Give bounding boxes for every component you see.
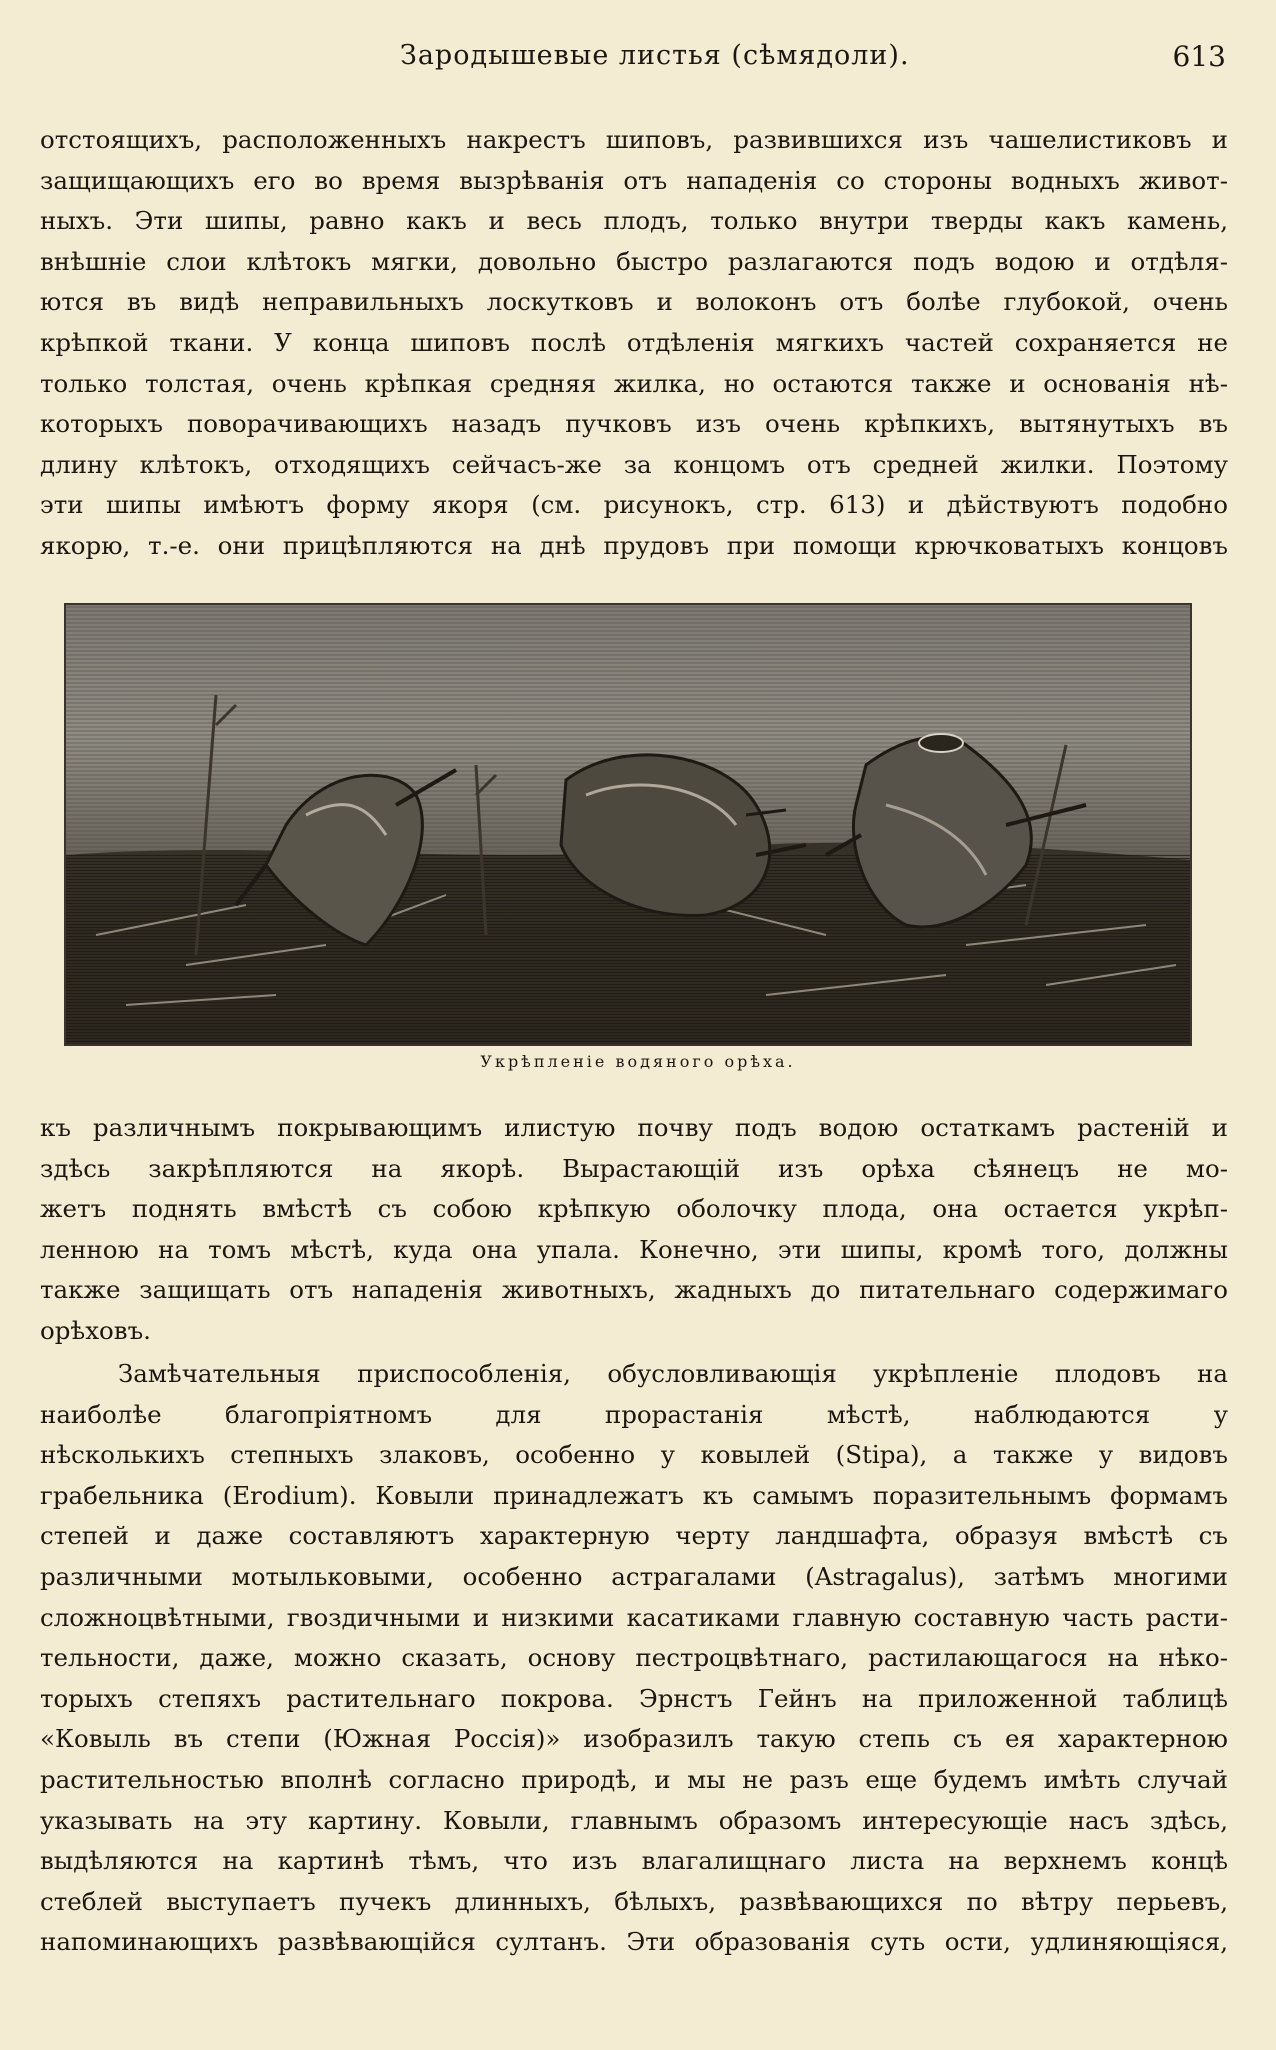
running-header <box>40 40 1226 80</box>
text-line: грабельника (Erodium). Ковыли принадлежатъ къ самымъ поразительнымъ формамъ <box>40 1480 1228 1510</box>
text-line: выдѣляются на картинѣ тѣмъ, что изъ влагалищнаго листа на верхнемъ концѣ <box>40 1846 1228 1876</box>
text-line: къ различнымъ покрывающимъ илистую почву подъ водою остаткамъ растеній и <box>40 1113 1228 1142</box>
text-line: внѣшніе слои клѣтокъ мягки, довольно быстро разлагаются подъ водою и отдѣля- <box>40 246 1228 276</box>
text-line: нѣсколькихъ степныхъ злаковъ, особенно у ковылей (Stipa), а также у видовъ <box>40 1440 1228 1470</box>
text-line: «Ковыль въ степи (Южная Россія)» изобразилъ такую степь съ ея характерною <box>40 1724 1228 1754</box>
text-line: также защищать отъ нападенія животныхъ, жадныхъ до питательнаго содержимаго <box>40 1275 1228 1305</box>
text-line: ленною на томъ мѣстѣ, куда она упала. Конечно, эти шипы, кромѣ того, должны <box>40 1234 1228 1264</box>
text-line: эти шипы имѣютъ форму якоря (см. рисунокъ, стр. 613) и дѣйствуютъ подобно <box>40 490 1228 520</box>
text-line: наиболѣе благопріятномъ для прорастанія мѣстѣ, наблюдаются у <box>40 1399 1228 1429</box>
engraving-illustration <box>66 605 1190 1044</box>
text-line: орѣховъ. <box>40 1315 151 1345</box>
text-line: ются въ видѣ неправильныхъ лоскутковъ и волоконъ отъ болѣе глубокой, очень <box>40 287 1228 317</box>
text-line: стеблей выступаетъ пучекъ длинныхъ, бѣлыхъ, развѣвающихся по вѣтру перьевъ, <box>40 1886 1228 1916</box>
paragraph-2 <box>40 1108 1228 1352</box>
text-line: сложноцвѣтными, гвоздичными и низкими касатиками главную составную часть расти- <box>40 1602 1228 1632</box>
engraving-water-chestnut-figure <box>64 603 1192 1046</box>
text-line: только толстая, очень крѣпкая средняя жилка, но остаются также и основанія нѣ- <box>40 368 1228 398</box>
text-line: защищающихъ его во время вызрѣванія отъ нападенія со стороны водныхъ живот- <box>40 165 1228 195</box>
text-line: торыхъ степяхъ растительнаго покрова. Эрнстъ Гейнъ на приложенной таблицѣ <box>40 1683 1228 1713</box>
page-number: 613 <box>1172 40 1226 73</box>
paragraph-3 <box>40 1354 1228 1963</box>
text-line: крѣпкой ткани. У конца шиповъ послѣ отдѣленія мягкихъ частей сохраняется не <box>40 327 1228 357</box>
text-line: длину клѣтокъ, отходящихъ сейчасъ-же за концомъ отъ средней жилки. Поэтому <box>40 449 1228 479</box>
running-title: Зародышевые листья (сѣмядоли). <box>400 40 910 71</box>
text-line: различными мотыльковыми, особенно астрагалами (Astragalus), затѣмъ многими <box>40 1561 1228 1591</box>
text-line: растительностью вполнѣ согласно природѣ, и мы не разъ еще будемъ имѣть случай <box>40 1764 1228 1794</box>
text-line: здѣсь закрѣпляются на якорѣ. Вырастающій изъ орѣха сѣянецъ не мо- <box>40 1153 1228 1183</box>
text-line: напоминающихъ развѣвающійся султанъ. Эти образованія суть ости, удлиняющіяся, <box>40 1927 1228 1957</box>
figure-caption: Укрѣпленіе водяного орѣха. <box>480 1052 796 1071</box>
text-line: которыхъ поворачивающихъ назадъ пучковъ изъ очень крѣпкихъ, вытянутыхъ въ <box>40 409 1228 439</box>
text-line: ныхъ. Эти шипы, равно какъ и весь плодъ, только внутри тверды какъ камень, <box>40 206 1228 236</box>
text-line: тельности, даже, можно сказать, основу пестроцвѣтнаго, растилающагося на нѣко- <box>40 1643 1228 1673</box>
paragraph-1 <box>40 120 1228 567</box>
text-line: Замѣчательныя приспособленія, обусловливающія укрѣпленіе плодовъ на <box>118 1359 1228 1388</box>
text-line: жетъ поднять вмѣстѣ съ собою крѣпкую оболочку плода, она остается укрѣп- <box>40 1194 1228 1224</box>
text-line: указывать на эту картину. Ковыли, главнымъ образомъ интересующіе насъ здѣсь, <box>40 1805 1228 1835</box>
text-line: степей и даже составляютъ характерную черту ландшафта, образуя вмѣстѣ съ <box>40 1521 1228 1551</box>
text-line: якорю, т.-е. они прицѣпляются на днѣ прудовъ при помощи крючковатыхъ концовъ <box>40 530 1228 560</box>
text-line: отстоящихъ, расположенныхъ накрестъ шиповъ, развившихся изъ чашелистиковъ и <box>40 125 1228 154</box>
